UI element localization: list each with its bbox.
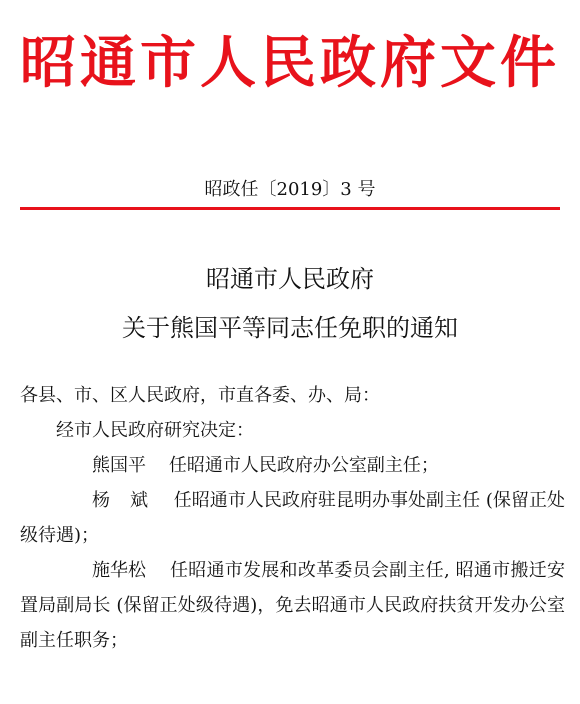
addressee-line: 各县、市、区人民政府，市直各委、办、局： [20,385,380,406]
appointment-item [20,483,565,553]
document-masthead: 昭通市人民政府文件 [20,30,560,96]
appointment-item [20,448,565,483]
document-number: 昭政任〔2019〕3 号 [204,179,376,200]
red-divider-line [20,207,560,210]
document-title-line-1: 昭通市人民政府 [206,265,374,293]
appointee-name: 熊国平 [92,455,146,476]
decision-statement: 经市人民政府研究决定： [56,420,254,441]
appointment-item [20,553,565,658]
appointee-name: 杨斌 [92,490,168,511]
appointment-text: 任昭通市人民政府驻昆明办事处副主任 (保留正处级待遇)； [20,490,565,546]
appointee-name: 施华松 [92,560,146,581]
appointment-text: 任昭通市人民政府办公室副主任； [168,455,439,476]
document-title-line-2: 关于熊国平等同志任免职的通知 [122,314,458,342]
appointment-text: 任昭通市发展和改革委员会副主任, 昭通市搬迁安置局副局长 (保留正处级待遇)，免去昭通市人民政府扶贫开发办公室副主任职务； [20,560,565,651]
